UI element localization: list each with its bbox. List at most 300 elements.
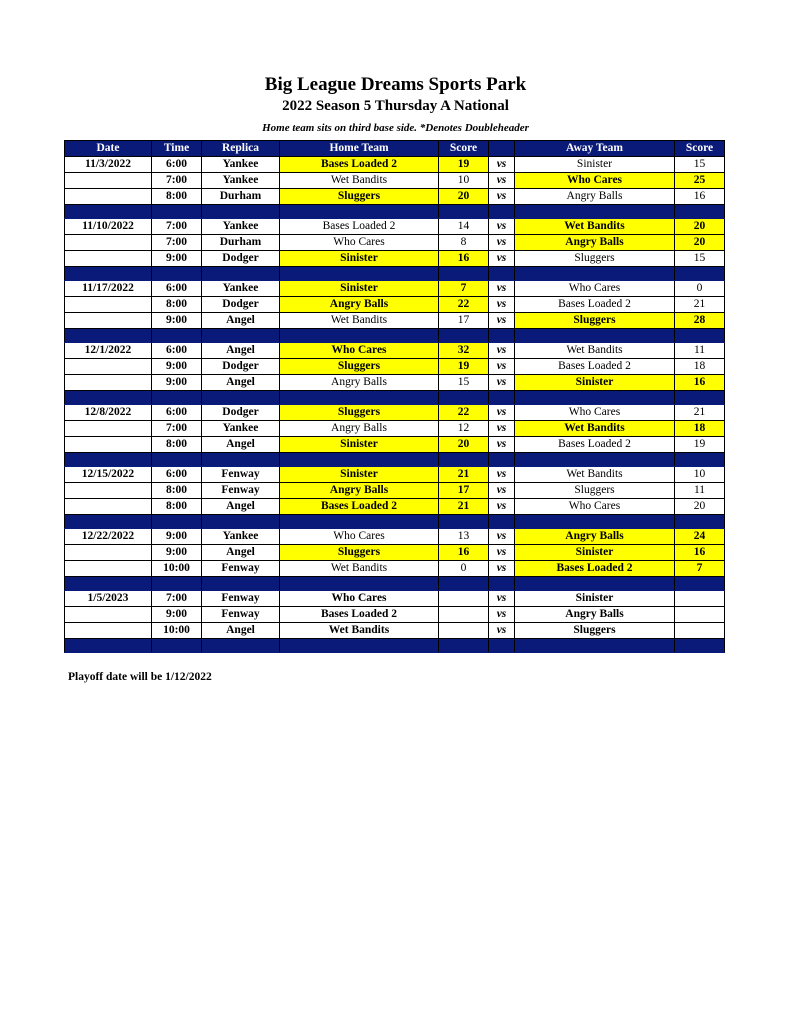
home-score: 16 [439,251,489,267]
game-time: 8:00 [152,189,202,205]
table-row [65,529,725,545]
home-score: 0 [439,561,489,577]
home-team: Sluggers [280,189,439,205]
game-replica: Yankee [202,157,280,173]
game-date [65,297,152,313]
game-time: 8:00 [152,297,202,313]
game-time: 7:00 [152,173,202,189]
separator-cell [515,515,675,529]
game-date: 12/22/2022 [65,529,152,545]
game-date: 11/17/2022 [65,281,152,297]
separator-cell [489,267,515,281]
away-score: 11 [675,343,725,359]
game-replica: Durham [202,189,280,205]
game-date [65,421,152,437]
week-separator [65,267,725,281]
separator-cell [675,205,725,219]
home-team: Bases Loaded 2 [280,219,439,235]
separator-cell [675,639,725,653]
separator-cell [439,639,489,653]
week-separator [65,205,725,219]
game-time: 8:00 [152,437,202,453]
separator-cell [65,267,152,281]
separator-cell [489,329,515,343]
away-team: Angry Balls [515,607,675,623]
home-score: 15 [439,375,489,391]
separator-cell [439,267,489,281]
separator-cell [202,453,280,467]
versus-label: vs [489,157,515,173]
versus-label: vs [489,545,515,561]
separator-cell [152,205,202,219]
game-time: 6:00 [152,343,202,359]
home-team: Wet Bandits [280,313,439,329]
separator-cell [202,329,280,343]
table-row [65,561,725,577]
home-score [439,607,489,623]
away-score: 0 [675,281,725,297]
column-header: Score [675,141,725,157]
away-score: 20 [675,219,725,235]
away-team: Wet Bandits [515,343,675,359]
home-team: Sinister [280,251,439,267]
separator-cell [65,639,152,653]
away-score: 21 [675,297,725,313]
home-team: Angry Balls [280,297,439,313]
game-time: 6:00 [152,467,202,483]
versus-label: vs [489,343,515,359]
away-score: 15 [675,157,725,173]
week-separator [65,639,725,653]
home-score: 13 [439,529,489,545]
game-replica: Fenway [202,607,280,623]
column-header: Away Team [515,141,675,157]
game-replica: Dodger [202,251,280,267]
table-row [65,467,725,483]
schedule-table [64,140,725,653]
separator-cell [152,639,202,653]
away-team: Who Cares [515,499,675,515]
away-team: Wet Bandits [515,467,675,483]
game-replica: Fenway [202,483,280,499]
home-score: 17 [439,483,489,499]
separator-cell [152,267,202,281]
table-row [65,157,725,173]
table-row [65,623,725,639]
away-team: Who Cares [515,281,675,297]
table-row [65,281,725,297]
game-replica: Angel [202,343,280,359]
separator-cell [280,453,439,467]
versus-label: vs [489,499,515,515]
column-header [489,141,515,157]
game-time: 8:00 [152,499,202,515]
game-time: 9:00 [152,359,202,375]
versus-label: vs [489,235,515,251]
table-row [65,375,725,391]
separator-cell [152,577,202,591]
versus-label: vs [489,405,515,421]
table-row [65,251,725,267]
separator-cell [280,639,439,653]
home-team: Who Cares [280,235,439,251]
game-replica: Angel [202,545,280,561]
table-row [65,437,725,453]
home-score: 21 [439,499,489,515]
home-score [439,591,489,607]
game-replica: Angel [202,437,280,453]
home-team: Wet Bandits [280,623,439,639]
separator-cell [65,205,152,219]
home-score: 22 [439,297,489,313]
separator-cell [675,267,725,281]
away-score: 15 [675,251,725,267]
away-team: Wet Bandits [515,219,675,235]
away-team: Who Cares [515,405,675,421]
versus-label: vs [489,297,515,313]
game-replica: Durham [202,235,280,251]
home-score: 8 [439,235,489,251]
game-date [65,623,152,639]
game-date [65,561,152,577]
away-team: Bases Loaded 2 [515,437,675,453]
home-team: Bases Loaded 2 [280,499,439,515]
table-row [65,545,725,561]
separator-cell [439,515,489,529]
separator-cell [489,391,515,405]
table-row [65,173,725,189]
away-score: 24 [675,529,725,545]
table-row [65,297,725,313]
away-score: 25 [675,173,725,189]
game-replica: Yankee [202,219,280,235]
game-date [65,173,152,189]
separator-cell [152,391,202,405]
game-date: 1/5/2023 [65,591,152,607]
game-date [65,313,152,329]
home-score: 19 [439,359,489,375]
away-score [675,623,725,639]
game-replica: Yankee [202,529,280,545]
game-date: 11/10/2022 [65,219,152,235]
table-row [65,219,725,235]
separator-cell [439,577,489,591]
separator-cell [202,391,280,405]
game-time: 10:00 [152,623,202,639]
away-team: Sinister [515,591,675,607]
table-row [65,235,725,251]
away-team: Wet Bandits [515,421,675,437]
game-date [65,437,152,453]
away-score: 19 [675,437,725,453]
separator-cell [152,453,202,467]
game-time: 10:00 [152,561,202,577]
column-header: Score [439,141,489,157]
separator-cell [439,391,489,405]
versus-label: vs [489,421,515,437]
game-time: 7:00 [152,421,202,437]
versus-label: vs [489,623,515,639]
home-score: 20 [439,189,489,205]
versus-label: vs [489,251,515,267]
separator-cell [439,329,489,343]
game-time: 9:00 [152,529,202,545]
home-score: 10 [439,173,489,189]
game-replica: Angel [202,499,280,515]
week-separator [65,577,725,591]
separator-cell [202,515,280,529]
game-date [65,375,152,391]
game-replica: Dodger [202,405,280,421]
home-team: Wet Bandits [280,173,439,189]
away-score: 21 [675,405,725,421]
game-time: 9:00 [152,251,202,267]
away-team: Bases Loaded 2 [515,297,675,313]
away-score: 20 [675,235,725,251]
game-date [65,251,152,267]
versus-label: vs [489,483,515,499]
home-team: Bases Loaded 2 [280,607,439,623]
game-date [65,189,152,205]
home-team: Sinister [280,467,439,483]
table-row [65,421,725,437]
home-team: Who Cares [280,529,439,545]
separator-cell [280,205,439,219]
versus-label: vs [489,189,515,205]
home-team: Angry Balls [280,375,439,391]
table-row [65,499,725,515]
game-time: 9:00 [152,545,202,561]
versus-label: vs [489,359,515,375]
home-team: Wet Bandits [280,561,439,577]
versus-label: vs [489,561,515,577]
schedule-note: Home team sits on third base side. *Denotes Doubleheader [262,122,529,134]
away-team: Sinister [515,375,675,391]
separator-cell [515,391,675,405]
away-team: Angry Balls [515,189,675,205]
separator-cell [280,391,439,405]
away-team: Sinister [515,157,675,173]
separator-cell [515,329,675,343]
game-time: 9:00 [152,313,202,329]
home-score: 12 [439,421,489,437]
separator-cell [65,329,152,343]
game-date [65,359,152,375]
game-date: 12/8/2022 [65,405,152,421]
away-score: 7 [675,561,725,577]
game-replica: Fenway [202,561,280,577]
separator-cell [489,205,515,219]
table-row [65,313,725,329]
home-team: Sluggers [280,545,439,561]
game-time: 9:00 [152,607,202,623]
game-replica: Yankee [202,421,280,437]
versus-label: vs [489,219,515,235]
separator-cell [439,205,489,219]
home-score: 20 [439,437,489,453]
away-score [675,591,725,607]
home-score: 21 [439,467,489,483]
game-time: 8:00 [152,483,202,499]
away-score: 11 [675,483,725,499]
home-score: 22 [439,405,489,421]
away-team: Sinister [515,545,675,561]
game-date [65,499,152,515]
game-date [65,235,152,251]
separator-cell [152,329,202,343]
week-separator [65,453,725,467]
home-score: 17 [439,313,489,329]
separator-cell [65,391,152,405]
home-team: Sinister [280,437,439,453]
game-time: 6:00 [152,281,202,297]
separator-cell [515,267,675,281]
home-team: Sinister [280,281,439,297]
away-score: 18 [675,359,725,375]
away-score: 18 [675,421,725,437]
home-team: Who Cares [280,343,439,359]
separator-cell [489,577,515,591]
table-header-row [65,141,725,157]
table-row [65,405,725,421]
table-row [65,591,725,607]
separator-cell [280,577,439,591]
home-score: 19 [439,157,489,173]
separator-cell [439,453,489,467]
game-replica: Angel [202,623,280,639]
game-replica: Dodger [202,359,280,375]
separator-cell [280,329,439,343]
separator-cell [65,453,152,467]
game-date: 12/1/2022 [65,343,152,359]
separator-cell [202,639,280,653]
separator-cell [675,391,725,405]
away-team: Sluggers [515,623,675,639]
home-score [439,623,489,639]
game-replica: Yankee [202,173,280,189]
separator-cell [489,515,515,529]
schedule-body [65,157,725,653]
separator-cell [515,453,675,467]
game-date: 12/15/2022 [65,467,152,483]
separator-cell [152,515,202,529]
game-date: 11/3/2022 [65,157,152,173]
away-score: 28 [675,313,725,329]
game-time: 6:00 [152,157,202,173]
table-row [65,359,725,375]
separator-cell [202,267,280,281]
table-row [65,189,725,205]
game-date [65,545,152,561]
game-date [65,607,152,623]
separator-cell [515,577,675,591]
game-time: 7:00 [152,235,202,251]
home-team: Bases Loaded 2 [280,157,439,173]
column-header: Home Team [280,141,439,157]
away-score: 20 [675,499,725,515]
separator-cell [515,205,675,219]
game-time: 9:00 [152,375,202,391]
page-subtitle: 2022 Season 5 Thursday A National [282,98,509,114]
page-title: Big League Dreams Sports Park [264,74,527,95]
game-time: 6:00 [152,405,202,421]
versus-label: vs [489,591,515,607]
table-row [65,483,725,499]
away-team: Angry Balls [515,235,675,251]
game-time: 7:00 [152,591,202,607]
game-replica: Yankee [202,281,280,297]
game-time: 7:00 [152,219,202,235]
away-team: Sluggers [515,313,675,329]
versus-label: vs [489,375,515,391]
versus-label: vs [489,437,515,453]
versus-label: vs [489,467,515,483]
away-team: Who Cares [515,173,675,189]
away-score: 16 [675,375,725,391]
home-team: Angry Balls [280,421,439,437]
playoff-note: Playoff date will be 1/12/2022 [68,671,212,683]
column-header: Replica [202,141,280,157]
game-replica: Fenway [202,467,280,483]
separator-cell [515,639,675,653]
away-score [675,607,725,623]
separator-cell [675,329,725,343]
separator-cell [675,577,725,591]
versus-label: vs [489,607,515,623]
week-separator [65,515,725,529]
separator-cell [489,453,515,467]
game-replica: Angel [202,375,280,391]
home-team: Angry Balls [280,483,439,499]
versus-label: vs [489,313,515,329]
home-score: 14 [439,219,489,235]
separator-cell [280,515,439,529]
home-team: Sluggers [280,405,439,421]
home-team: Who Cares [280,591,439,607]
away-score: 10 [675,467,725,483]
separator-cell [675,453,725,467]
away-score: 16 [675,189,725,205]
separator-cell [489,639,515,653]
table-row [65,343,725,359]
game-date [65,483,152,499]
away-team: Sluggers [515,483,675,499]
column-header: Time [152,141,202,157]
away-team: Bases Loaded 2 [515,359,675,375]
game-replica: Fenway [202,591,280,607]
week-separator [65,391,725,405]
column-header: Date [65,141,152,157]
away-team: Sluggers [515,251,675,267]
versus-label: vs [489,173,515,189]
home-score: 32 [439,343,489,359]
separator-cell [280,267,439,281]
separator-cell [65,577,152,591]
away-score: 16 [675,545,725,561]
home-score: 16 [439,545,489,561]
week-separator [65,329,725,343]
away-team: Angry Balls [515,529,675,545]
home-score: 7 [439,281,489,297]
home-team: Sluggers [280,359,439,375]
versus-label: vs [489,281,515,297]
game-replica: Dodger [202,297,280,313]
versus-label: vs [489,529,515,545]
away-team: Bases Loaded 2 [515,561,675,577]
table-row [65,607,725,623]
separator-cell [675,515,725,529]
separator-cell [65,515,152,529]
